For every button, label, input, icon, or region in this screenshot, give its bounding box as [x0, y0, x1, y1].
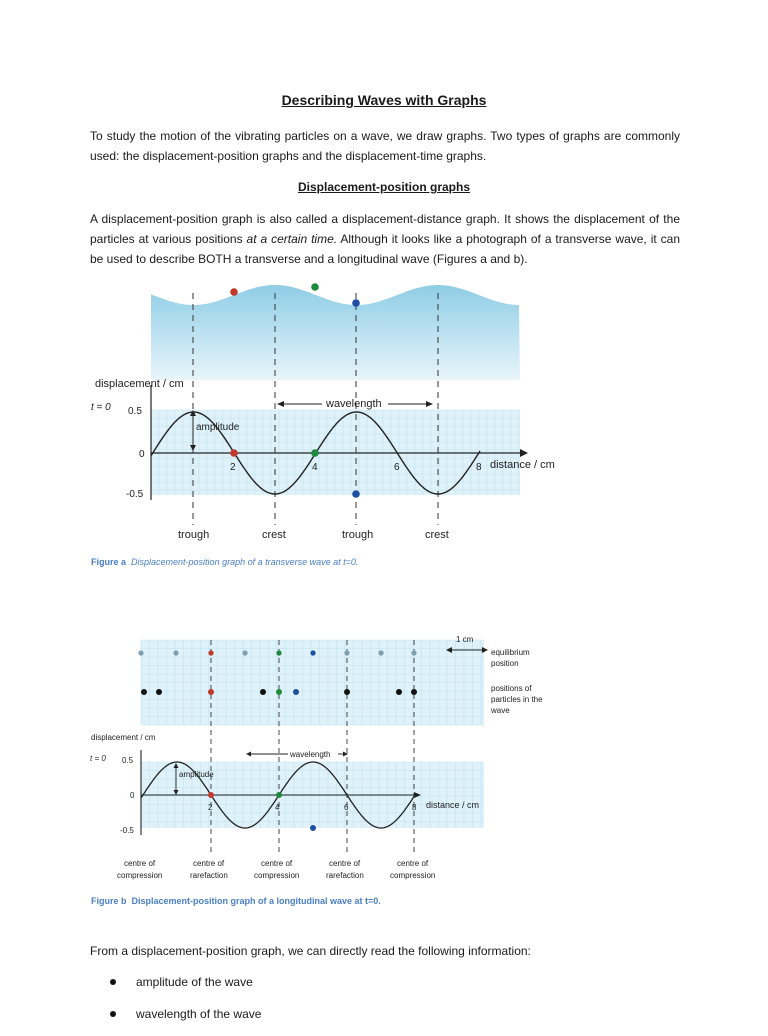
section-paragraph-part2: Although it looks like a photograph of a transverse wave, it can be used to describe BOTH a transverse and a longitudinal wave (Figures a and b).: [90, 232, 680, 266]
page-title: Describing Waves with Graphs: [281, 92, 487, 108]
positions-label: wave: [491, 706, 510, 715]
figure-a-caption: [91, 557, 358, 567]
figure-b-caption-text: Displacement-position graph of a longitudinal wave at t=0.: [131, 896, 381, 906]
red-particle-dot: [230, 288, 238, 296]
y-axis-label: displacement / cm: [91, 733, 156, 742]
list-item-text: wavelength of the wave: [136, 1007, 262, 1021]
equilibrium-particle-dot: [173, 650, 178, 655]
blue-particle-dot: [310, 650, 315, 655]
centre-label: compression: [390, 871, 436, 880]
crest-label: crest: [262, 529, 286, 541]
green-particle-dot: [311, 449, 319, 457]
blue-particle-dot: [310, 825, 316, 831]
x-tick-label: 4: [275, 803, 280, 812]
green-particle-dot: [276, 792, 282, 798]
figure-a-caption-label: Figure a: [91, 557, 127, 567]
centre-label: centre of: [261, 859, 293, 868]
wavelength-label: wavelength: [326, 398, 382, 410]
crest-label: crest: [425, 529, 449, 541]
y-tick-label: 0.5: [122, 756, 134, 765]
bullet-icon: [110, 1011, 116, 1017]
list-item: [110, 972, 261, 1004]
trough-label: trough: [178, 529, 210, 541]
green-particle-dot: [311, 283, 319, 291]
list-item: [110, 1004, 261, 1036]
list-item-text: amplitude of the wave: [136, 975, 253, 989]
centre-label: centre of: [124, 859, 156, 868]
wave-particle-dot: [260, 689, 266, 695]
x-tick-label: 4: [312, 462, 318, 473]
figure-a-caption-text: Displacement-position graph of a transverse wave at t=0.: [131, 557, 359, 567]
y-tick-label: -0.5: [120, 826, 134, 835]
wavelength-arrowhead: [246, 752, 251, 757]
x-axis-label: distance / cm: [426, 800, 480, 810]
green-particle-dot: [276, 650, 281, 655]
positions-label: particles in the: [491, 695, 543, 704]
x-axis-arrowhead: [520, 449, 528, 457]
intro-paragraph: To study the motion of the vibrating particles on a wave, we draw graphs. Two types of graphs are commonly used: the displacement-position graphs and the displacement-time graphs.: [90, 129, 680, 163]
y-tick-label: 0: [139, 449, 145, 460]
figure-a-diagram: [0, 275, 768, 550]
centre-label: centre of: [329, 859, 361, 868]
positions-label: positions of: [491, 684, 532, 693]
centre-label: rarefaction: [326, 871, 364, 880]
red-particle-dot: [208, 650, 213, 655]
wavelength-label: wavelength: [290, 750, 331, 759]
blue-particle-dot: [352, 299, 360, 307]
wave-particle-dot: [156, 689, 162, 695]
x-tick-label: 2: [230, 462, 236, 473]
y-tick-label: -0.5: [126, 489, 144, 500]
centre-label: centre of: [193, 859, 225, 868]
wave-particle-dot: [396, 689, 402, 695]
y-tick-label: 0: [130, 791, 135, 800]
wavelength-arrowhead: [277, 401, 284, 407]
water-surface: [151, 285, 520, 380]
wavelength-arrowhead: [426, 401, 433, 407]
red-particle-dot: [208, 792, 214, 798]
centre-label: rarefaction: [190, 871, 228, 880]
equilibrium-particle-dot: [242, 650, 247, 655]
equilibrium-label: position: [491, 659, 519, 668]
bullet-icon: [110, 979, 116, 985]
scale-label: 1 cm: [456, 635, 474, 644]
x-tick-label: 6: [344, 803, 349, 812]
wave-particle-dot: [411, 689, 417, 695]
time-label: t = 0: [91, 402, 111, 413]
red-particle-dot: [230, 449, 238, 457]
section-title: Displacement-position graphs: [297, 180, 471, 194]
blue-particle-dot: [352, 490, 360, 498]
figure-b-caption: [91, 896, 381, 906]
section-paragraph-emphasis: at a certain time.: [246, 232, 338, 246]
amplitude-label: amplitude: [196, 422, 240, 433]
figure-b-diagram: [0, 630, 768, 890]
wave-particle-dot: [293, 689, 299, 695]
equilibrium-particle-dot: [138, 650, 143, 655]
y-tick-label: 0.5: [128, 406, 142, 417]
amplitude-label: amplitude: [179, 770, 214, 779]
x-tick-label: 2: [208, 803, 213, 812]
centre-label: compression: [117, 871, 163, 880]
equilibrium-label: equilibrium: [491, 648, 530, 657]
centre-label: compression: [254, 871, 300, 880]
x-axis-label: distance / cm: [490, 459, 555, 471]
equilibrium-particle-dot: [378, 650, 383, 655]
scale-arrowhead: [482, 647, 488, 653]
x-tick-label: 6: [394, 462, 400, 473]
y-axis-label: displacement / cm: [95, 378, 184, 390]
equilibrium-particle-dot: [344, 650, 349, 655]
wave-particle-dot: [208, 689, 214, 695]
time-label: t = 0: [90, 754, 106, 763]
trough-label: trough: [342, 529, 374, 541]
wave-particle-dot: [141, 689, 147, 695]
x-tick-label: 8: [476, 462, 482, 473]
x-tick-label: 8: [412, 803, 417, 812]
centre-label: centre of: [397, 859, 429, 868]
wave-particle-dot: [276, 689, 282, 695]
section-paragraph-part1: A displacement-position graph is also called a displacement-distance graph. It shows the displacement of the particles at various positions: [90, 212, 680, 246]
info-list: [110, 972, 261, 1036]
section-paragraph: [90, 209, 680, 269]
wave-particle-dot: [344, 689, 350, 695]
equilibrium-particle-dot: [411, 650, 416, 655]
figure-b-caption-label: Figure b: [91, 896, 127, 906]
read-intro-paragraph: From a displacement-position graph, we can directly read the following information:: [90, 944, 531, 958]
